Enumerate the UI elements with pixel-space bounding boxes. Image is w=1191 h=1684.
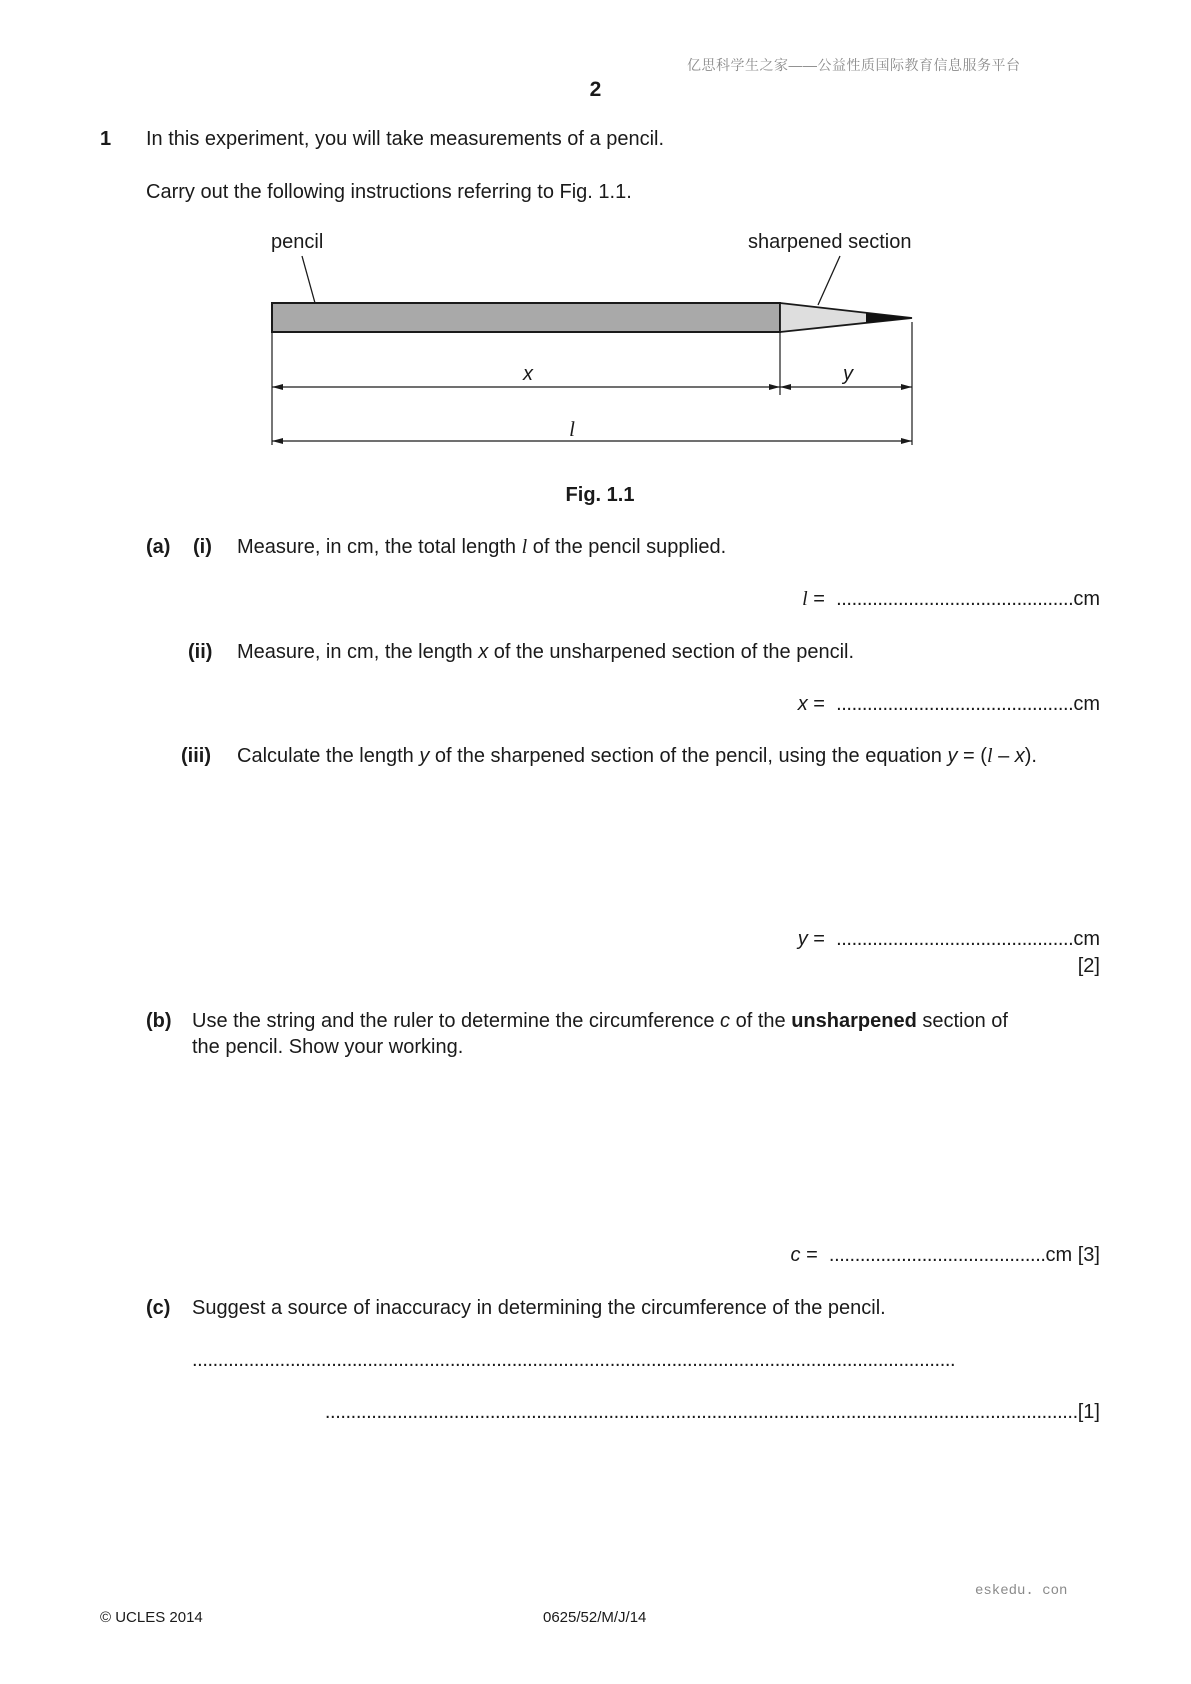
question-intro: In this experiment, you will take measurements of a pencil.: [146, 128, 665, 150]
part-a-ii-label: (ii): [188, 641, 213, 663]
leader-line-pencil: [302, 256, 315, 303]
answer-line-c[interactable]: c = ..........................................cm [3]: [790, 1244, 1100, 1266]
part-a-label: (a): [146, 536, 171, 558]
marks-a: [2]: [1077, 955, 1100, 977]
label-pencil: pencil: [271, 231, 324, 253]
part-b-label: (b): [146, 1010, 172, 1032]
marks-c: [1]: [1077, 1401, 1100, 1423]
dimension-l: [272, 438, 912, 444]
part-a-iii-text: Calculate the length y of the sharpened section of the pencil, using the equation y = (l – x).: [237, 745, 1037, 767]
leader-line-sharpened: [818, 256, 840, 305]
answer-line-x[interactable]: x = ..............................................cm: [797, 693, 1100, 715]
part-a-i-text: Measure, in cm, the total length l of the pencil supplied.: [237, 536, 727, 558]
answer-line-l[interactable]: l = ..............................................cm: [802, 588, 1100, 610]
dim-label-y: y: [843, 363, 853, 385]
answer-line-y[interactable]: y = ..............................................cm: [797, 928, 1100, 950]
figure-caption: Fig. 1.1: [565, 484, 635, 506]
footer-code: 0625/52/M/J/14: [543, 1609, 647, 1626]
footer-copyright: © UCLES 2014: [100, 1609, 203, 1626]
part-a-i-label: (i): [193, 536, 212, 558]
part-a-ii-text: Measure, in cm, the length x of the unsharpened section of the pencil.: [237, 641, 855, 663]
footer-watermark: eskedu. con: [975, 1583, 1068, 1599]
page-number: 2: [589, 78, 602, 101]
pencil-figure: [0, 0, 1191, 470]
part-a-iii-label: (iii): [181, 745, 211, 767]
pencil-body: [272, 303, 780, 332]
dim-label-l: l: [569, 417, 575, 441]
marks-b: [3]: [1077, 1244, 1100, 1266]
question-instruction: Carry out the following instructions referring to Fig. 1.1.: [146, 181, 632, 203]
answer-line-c-2[interactable]: ..................................................................................................................................................[1]: [324, 1401, 1100, 1423]
part-b-text-line1: Use the string and the ruler to determine the circumference c of the unsharpened section of: [192, 1010, 1008, 1032]
answer-line-c-1[interactable]: ....................................................................................................................................................: [192, 1349, 956, 1371]
part-b-text-line2: the pencil. Show your working.: [192, 1036, 464, 1058]
header-watermark: 亿思科学生之家——公益性质国际教育信息服务平台: [687, 57, 1021, 73]
question-number: 1: [100, 128, 112, 150]
dim-label-x: x: [523, 363, 533, 385]
part-c-label: (c): [146, 1297, 171, 1319]
part-c-text: Suggest a source of inaccuracy in determining the circumference of the pencil.: [192, 1297, 886, 1319]
label-sharpened-section: sharpened section: [748, 231, 912, 253]
